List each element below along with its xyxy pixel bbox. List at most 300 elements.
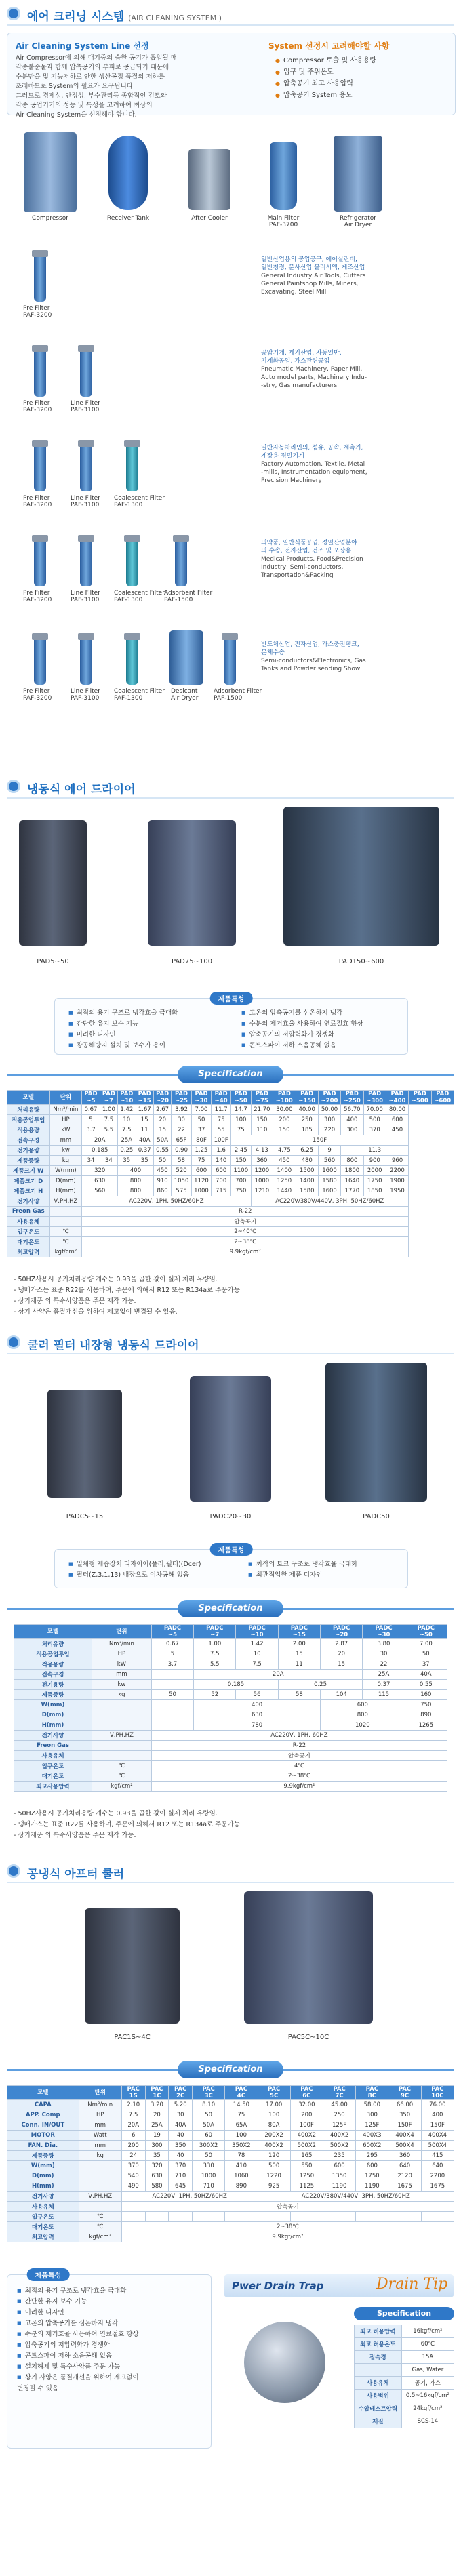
table-row: [7, 2131, 454, 2141]
product-caption: PAC1S~4C: [114, 2034, 151, 2041]
table-cell: 0.185: [82, 1146, 118, 1156]
table-cell: kgf/cm²: [79, 2232, 121, 2242]
adsorbent-filter-icon: [175, 539, 187, 586]
table-cell: 2.67: [153, 1105, 171, 1115]
table-cell: [92, 1720, 151, 1731]
table-cell: 100: [225, 2131, 258, 2141]
table-cell: 10: [236, 1649, 278, 1659]
table-cell: 100F: [290, 2120, 323, 2131]
table-row: [7, 2202, 454, 2212]
table-cell: R-22: [151, 1741, 447, 1751]
table-row: [355, 2390, 454, 2402]
table-header-cell: PAD ~150: [296, 1091, 318, 1105]
table-cell: 19: [145, 2131, 169, 2141]
table-cell: 0.67: [151, 1639, 193, 1649]
table-cell: 1050: [172, 1176, 191, 1186]
table-cell: 8.10: [193, 2100, 225, 2110]
table-header-cell: 단위: [49, 1091, 82, 1105]
desiccant-dryer-image: [169, 630, 203, 685]
table-header-cell: PAC 3C: [193, 2086, 225, 2100]
table-row: [355, 2325, 454, 2338]
table-cell: 370: [363, 1125, 386, 1135]
table-cell: 800: [321, 1710, 405, 1720]
table-cell: Freon Gas: [7, 1207, 50, 1217]
table-cell: 600: [356, 2161, 388, 2171]
table-cell: 2.10: [121, 2100, 145, 2110]
table-cell: 400: [118, 1166, 154, 1176]
table-row: [7, 2232, 454, 2242]
table-cell: 1250: [273, 1176, 296, 1186]
table-cell: 76.00: [421, 2100, 454, 2110]
table-cell: [49, 1207, 82, 1217]
table-cell: 37: [405, 1659, 447, 1670]
section-header-filter-dryer: [0, 1329, 461, 1356]
table-cell: 24: [121, 2151, 145, 2161]
table-cell: 500X2: [290, 2141, 323, 2151]
table-cell: [49, 1217, 82, 1227]
table-cell: 9: [318, 1146, 340, 1156]
product-caption: PADC20~30: [209, 1513, 252, 1521]
table-cell: 40A: [136, 1135, 153, 1146]
table-cell: Nm³/min: [92, 1639, 151, 1649]
table-cell: W(mm): [14, 1700, 92, 1710]
table-cell: 110: [251, 1125, 273, 1135]
table-cell: 50: [193, 2110, 225, 2120]
component-label: Compressor: [32, 215, 68, 222]
table-cell: 80.00: [386, 1105, 408, 1115]
table-cell: 1250: [290, 2171, 323, 2181]
table-cell: 최고 허용온도: [355, 2338, 402, 2351]
table-cell: 715: [212, 1186, 231, 1196]
table-cell: 600X2: [356, 2141, 388, 2151]
table-cell: 적용공업투입: [7, 1115, 50, 1125]
table-cell: 7.00: [191, 1105, 211, 1115]
table-cell: APP. Comp: [7, 2110, 79, 2120]
table-cell: 30.00: [273, 1105, 296, 1115]
filter-label: Coalescent Filter PAF-1300: [114, 688, 165, 702]
table-row: [14, 1639, 447, 1649]
table-cell: 1265: [405, 1720, 447, 1731]
table-cell: 1.42: [236, 1639, 278, 1649]
table-cell: [151, 1720, 193, 1731]
table-header-cell: PAD ~40: [212, 1091, 231, 1105]
table-cell: 제품크기 W: [7, 1166, 50, 1176]
table-header-cell: PAD ~250: [341, 1091, 363, 1105]
table-cell: 0.185: [194, 1680, 279, 1690]
table-cell: 140: [212, 1156, 231, 1166]
table-cell: 1.6: [212, 1146, 231, 1156]
table-cell: 370: [169, 2161, 193, 2171]
table-cell: 10: [118, 1115, 136, 1125]
table-cell: kg: [79, 2151, 121, 2161]
line-description: 의약품, 일반식품공업, 정밀산업분야 의 수송, 전자산업, 건조 및 포장용 Medical Products, Food&Precision Industry, Semi-conductors, Transportation&Packing: [261, 540, 363, 579]
table-row: [7, 1115, 454, 1125]
table-cell: 대기온도: [14, 1771, 92, 1782]
table-cell: 25A: [145, 2120, 169, 2131]
table-cell: 1210: [251, 1186, 273, 1196]
table-cell: 대기온도: [7, 1237, 50, 1247]
table-cell: 제품중량: [7, 2151, 79, 2161]
table-cell: 75: [212, 1115, 231, 1125]
table-cell: 1350: [323, 2171, 355, 2181]
table-cell: 전기사양: [7, 1196, 50, 1207]
table-cell: 5.5: [100, 1125, 117, 1135]
features-list: ■ 최적의 용기 구조로 냉각효율 극대화 ■ 간단한 유지 보수 기능 ■ 미려한 디자인 ■ 고온의 압축공기를 심온하지 냉각 ■ 수분의 제거효율 사용하여 연료절효 향상 ■ 압축공기의 저압력화가 경쟁화 ■ 콘트스파이 저하 소음공해 없음 ■ 설치해제 및 특수사양품 주문 가능 ■ 상기 사양은 품질개선을 위하여 제고없이 변경될 수 있음: [17, 2286, 139, 2394]
table-cell: HP: [92, 1649, 151, 1659]
table-cell: 200X2: [258, 2131, 290, 2141]
table-cell: 14.50: [225, 2100, 258, 2110]
table-row: [7, 2120, 454, 2131]
table-cell: 1400: [296, 1176, 318, 1186]
table-cell: ℃: [92, 1761, 151, 1771]
table-cell: 300: [341, 1125, 363, 1135]
table-header-row: [7, 2086, 454, 2100]
table-cell: 5.20: [169, 2100, 193, 2110]
table-cell: 11: [136, 1125, 153, 1135]
table-cell: 입구온도: [14, 1761, 92, 1771]
table-cell: 70.00: [363, 1105, 386, 1115]
table-cell: 1580: [318, 1176, 340, 1186]
table-cell: 250: [296, 1115, 318, 1125]
table-cell: 7.5: [100, 1115, 117, 1125]
table-cell: 재질: [355, 2415, 402, 2428]
table-row: [14, 1710, 447, 1720]
table-header-cell: 모델: [14, 1625, 92, 1639]
table-cell: [151, 1680, 193, 1690]
table-cell: 1675: [388, 2181, 421, 2192]
table-cell: kgf/cm²: [49, 1247, 82, 1257]
product-caption: PAD150~600: [338, 958, 384, 965]
drain-spec-label: Specification: [354, 2307, 454, 2320]
table-header-cell: PAC 8C: [356, 2086, 388, 2100]
table-row: [7, 2192, 454, 2202]
table-cell: 입구온도: [7, 1227, 50, 1237]
table-row: [7, 1156, 454, 1166]
table-cell: [79, 2161, 121, 2171]
table-cell: 30: [169, 2110, 193, 2120]
table-header-cell: PADC ~7: [194, 1625, 236, 1639]
table-header-cell: PADC ~5: [151, 1625, 193, 1639]
padc20-30-image: [190, 1376, 271, 1502]
table-header-cell: PAD ~600: [431, 1091, 454, 1105]
features-title: 제품특성: [210, 992, 253, 1005]
filter-label: Desicant Air Dryer: [171, 688, 199, 702]
table-cell: [151, 1700, 193, 1710]
table-cell: 1750: [363, 1176, 386, 1186]
pre-filter-icon: [34, 539, 46, 586]
table-cell: 580: [145, 2181, 169, 2192]
table-cell: 500X2: [323, 2141, 355, 2151]
table-cell: 전기사양: [7, 2192, 79, 2202]
table-cell: 1600: [318, 1166, 340, 1176]
table-cell: 1675: [421, 2181, 454, 2192]
table-row: [7, 2181, 454, 2192]
table-cell: 34: [100, 1156, 117, 1166]
table-cell: 적용공업투입: [14, 1649, 92, 1659]
table-cell: 3.7: [151, 1659, 193, 1670]
receiver-tank-image: [108, 136, 148, 210]
table-cell: 15: [153, 1125, 171, 1135]
table-row: [7, 2141, 454, 2151]
table-cell: 최고압력: [7, 1247, 50, 1257]
table-cell: 75: [191, 1156, 211, 1166]
table-header-cell: 단위: [79, 2086, 121, 2100]
table-row: [14, 1761, 447, 1771]
table-cell: 20: [321, 1649, 363, 1659]
table-cell: mm: [49, 1135, 82, 1146]
table-cell: 5.5: [194, 1659, 236, 1670]
table-cell: 60℃: [401, 2338, 454, 2351]
table-cell: Freon Gas: [14, 1741, 92, 1751]
table-cell: 35: [136, 1156, 153, 1166]
drain-tip-script: Drain Tip: [376, 2276, 448, 2293]
table-cell: 700: [212, 1176, 231, 1186]
table-cell: 32.00: [290, 2100, 323, 2110]
filter-label: Adsorbent Filter PAF-1500: [164, 590, 213, 603]
component-label: Refrigerator Air Dryer: [340, 215, 376, 228]
table-cell: 630: [145, 2171, 169, 2181]
table-cell: [323, 2212, 355, 2222]
section-subtitle: (AIR CLEANING SYSTEM ): [128, 14, 222, 22]
table-cell: 50: [405, 1649, 447, 1659]
table-row: [7, 1207, 454, 1217]
table-cell: Watt: [79, 2131, 121, 2141]
table-cell: 1020: [321, 1720, 405, 1731]
table-cell: 1100: [231, 1166, 251, 1176]
intro-box: [7, 33, 456, 119]
table-cell: 450: [153, 1166, 171, 1176]
table-cell: 410: [225, 2161, 258, 2171]
table-cell: 입구온도: [7, 2212, 79, 2222]
table-cell: 300: [145, 2141, 169, 2151]
table-row: [7, 1146, 454, 1156]
pre-filter-icon: [34, 444, 46, 491]
filter-label: Coalescent Filter PAF-1300: [114, 590, 165, 603]
table-cell: ℃: [49, 1237, 82, 1247]
table-header-cell: PAD ~10: [118, 1091, 136, 1105]
table-row: [7, 2161, 454, 2171]
section-header-after-cooler: [0, 1857, 461, 1885]
table-cell: 2~38℃: [151, 1771, 447, 1782]
table-cell: 0.5~16kgf/cm²: [401, 2390, 454, 2402]
table-cell: [356, 2212, 388, 2222]
table-cell: 1220: [258, 2171, 290, 2181]
table-cell: 600: [323, 2161, 355, 2171]
table-cell: 37: [191, 1125, 211, 1135]
table-cell: SCS-14: [401, 2415, 454, 2428]
table-row: [7, 1217, 454, 1227]
table-cell: 1440: [273, 1186, 296, 1196]
table-header-cell: PAD ~300: [363, 1091, 386, 1105]
table-cell: 5: [82, 1115, 100, 1125]
table-cell: FAN. Dia.: [7, 2141, 79, 2151]
table-cell: 4.75: [273, 1146, 296, 1156]
table-header-cell: PADC ~20: [321, 1625, 363, 1639]
table-header-cell: PAD ~100: [273, 1091, 296, 1105]
table-cell: 200: [290, 2110, 323, 2120]
table-header-cell: 단위: [92, 1625, 151, 1639]
table-cell: 520: [172, 1166, 191, 1176]
filter-label: Adsorbent Filter PAF-1500: [214, 688, 262, 702]
pad75-100-image: [148, 820, 236, 946]
table-row: [14, 1700, 447, 1710]
filter-dryer-photos: [0, 1363, 461, 1539]
table-cell: 30: [363, 1649, 405, 1659]
line-filter-icon: [80, 444, 92, 491]
table-cell: [79, 2171, 121, 2181]
table-cell: 58.00: [356, 2100, 388, 2110]
table-cell: 1060: [225, 2171, 258, 2181]
table-cell: 25A: [118, 1135, 136, 1146]
table-cell: 1.00: [100, 1105, 117, 1115]
table-row: [14, 1720, 447, 1731]
table-cell: 800: [341, 1156, 363, 1166]
table-cell: 500: [363, 1115, 386, 1125]
table-cell: 1125: [290, 2181, 323, 2192]
table-header-cell: 모델: [7, 1091, 50, 1105]
table-cell: 800: [118, 1186, 154, 1196]
component-label: Main Filter PAF-3700: [267, 215, 300, 228]
table-cell: 900: [363, 1156, 386, 1166]
table-cell: 제품크기 D: [7, 1176, 50, 1186]
table-cell: 9.9kgf/cm²: [151, 1782, 447, 1792]
divider: [7, 1882, 454, 1883]
table-row: [7, 1176, 454, 1186]
table-row: [355, 2351, 454, 2364]
intro-right-title: System 선정시 고려해야할 사항: [268, 41, 390, 51]
table-cell: [79, 2181, 121, 2192]
table-cell: 40: [169, 2131, 193, 2141]
table-cell: 15: [278, 1649, 320, 1659]
spec-bar: [0, 1600, 461, 1617]
table-cell: 75: [231, 1125, 251, 1135]
table-cell: 2.87: [321, 1639, 363, 1649]
features-box: [7, 2274, 212, 2449]
bullet-circle-icon: [7, 780, 20, 793]
table-cell: 1120: [191, 1176, 211, 1186]
table-cell: 0.67: [82, 1105, 100, 1115]
table-cell: 150: [231, 1156, 251, 1166]
table-cell: 30: [172, 1115, 191, 1125]
table-cell: 56: [236, 1690, 278, 1700]
table-cell: 45.00: [323, 2100, 355, 2110]
table-row: [14, 1670, 447, 1680]
table-cell: 300: [318, 1115, 340, 1125]
table-row: [7, 2171, 454, 2181]
table-cell: 185: [296, 1125, 318, 1135]
table-cell: 400X3: [356, 2131, 388, 2141]
coalescent-filter-icon: [126, 539, 138, 586]
table-cell: 17.00: [258, 2100, 290, 2110]
table-row: [14, 1741, 447, 1751]
table-cell: 960: [386, 1156, 408, 1166]
table-cell: 제품중량: [7, 1156, 50, 1166]
features-title: 제품특성: [210, 1543, 253, 1556]
table-cell: 320: [82, 1166, 118, 1176]
table-cell: [421, 2212, 454, 2222]
section-title: 냉동식 에어 드라이어: [27, 783, 136, 797]
table-cell: 2~40℃: [82, 1227, 409, 1237]
table-cell: 890: [225, 2181, 258, 2192]
table-cell: 적용용량: [7, 1125, 50, 1135]
table-cell: 1750: [356, 2171, 388, 2181]
table-cell: 7.00: [405, 1639, 447, 1649]
table-cell: mm: [92, 1670, 151, 1680]
table-cell: 압축공기: [82, 1217, 409, 1227]
section-title: 에어 크리닝 시스템: [27, 10, 125, 24]
table-cell: 50: [151, 1690, 193, 1700]
table-cell: Nm³/min: [79, 2100, 121, 2110]
drain-trap-panel: [224, 2274, 454, 2478]
table-header-cell: PAC 7C: [323, 2086, 355, 2100]
filter-label: Line Filter PAF-3100: [71, 688, 100, 702]
table-header-cell: PAD ~500: [409, 1091, 431, 1105]
table-cell: CAPA: [7, 2100, 79, 2110]
section-title: 공냉식 아프터 쿨러: [27, 1868, 125, 1881]
table-cell: 제품중량: [14, 1690, 92, 1700]
table-cell: 860: [153, 1186, 171, 1196]
table-cell: 500X4: [421, 2141, 454, 2151]
bullet-circle-icon: [7, 1864, 20, 1878]
table-cell: 66.00: [388, 2100, 421, 2110]
table-cell: 16kgf/cm²: [401, 2325, 454, 2338]
divider: [7, 1353, 454, 1354]
features-right: ■ 최적의 토크 구조로 냉각효율 극대화 ■ 최관적입한 제품 디자인: [248, 1559, 357, 1581]
table-cell: AC220V, 1PH, 50HZ/60HZ: [82, 1196, 251, 1207]
filter-label: Line Filter PAF-3100: [71, 400, 100, 414]
table-cell: 50.00: [318, 1105, 340, 1115]
pac5c-10c-image: [244, 1891, 373, 2024]
padc50-image: [325, 1363, 427, 1502]
table-cell: 165: [290, 2151, 323, 2161]
intro-left-text: Air Compressor에 의해 대기중의 습한 공기가 흡입될 때 각종불순물과 함께 압축공기의 부피로 공급되기 때문에 수분만을 및 기능저하로 안한 생산공정 품질의 저하를 초래하므로 System의 필요가 요구됩니다. 그러므로 경제성, 안정성, 부수관리등 종합적인 검토와 각종 공업기기의 성능 및 특성을 고려하여 최상의 Air Cleaning System을 선정해야 합니다.: [16, 54, 177, 119]
table-cell: 1190: [323, 2181, 355, 2192]
table-header-cell: PAC 9C: [388, 2086, 421, 2100]
table-cell: 200: [273, 1115, 296, 1125]
product-caption: PAD75~100: [171, 958, 213, 965]
table-cell: 최고압력: [7, 2232, 79, 2242]
table-cell: 적용용량: [14, 1659, 92, 1670]
table-cell: 20: [145, 2110, 169, 2120]
table-cell: 15: [321, 1659, 363, 1670]
table-cell: 630: [82, 1176, 118, 1186]
table-cell: 1500: [296, 1166, 318, 1176]
table-cell: 780: [194, 1720, 321, 1731]
table-cell: 전기용량: [14, 1680, 92, 1690]
table-header-cell: PAD ~5: [82, 1091, 100, 1105]
table-cell: 사용유체: [7, 2202, 79, 2212]
table-cell: 40A: [405, 1670, 447, 1680]
table-cell: 40: [169, 2151, 193, 2161]
table-cell: 125F: [356, 2120, 388, 2131]
table-header-cell: PADC ~30: [363, 1625, 405, 1639]
table-header-row: [7, 1091, 454, 1105]
table-cell: 890: [405, 1710, 447, 1720]
table-cell: 20: [153, 1115, 171, 1125]
table-cell: 40.00: [296, 1105, 318, 1115]
table-cell: 14.7: [231, 1105, 251, 1115]
table-header-cell: PAD ~50: [231, 1091, 251, 1105]
divider: [7, 24, 454, 26]
table-cell: ℃: [79, 2222, 121, 2232]
table-cell: H(mm): [14, 1720, 92, 1731]
table-cell: 600: [191, 1166, 211, 1176]
line-description: 일반산업용의 공업공구, 에어실린더, 일반청정, 분사산업 블러시액, 제조산업 General Industry Air Tools, Cutters General Paintshop Mills, Miners, Excavating, Steel Mill: [261, 256, 366, 296]
table-cell: 235: [323, 2151, 355, 2161]
features-title: 제품특성: [27, 2268, 70, 2281]
pad5-50-image: [19, 820, 87, 946]
table-cell: 7.5: [118, 1125, 136, 1135]
